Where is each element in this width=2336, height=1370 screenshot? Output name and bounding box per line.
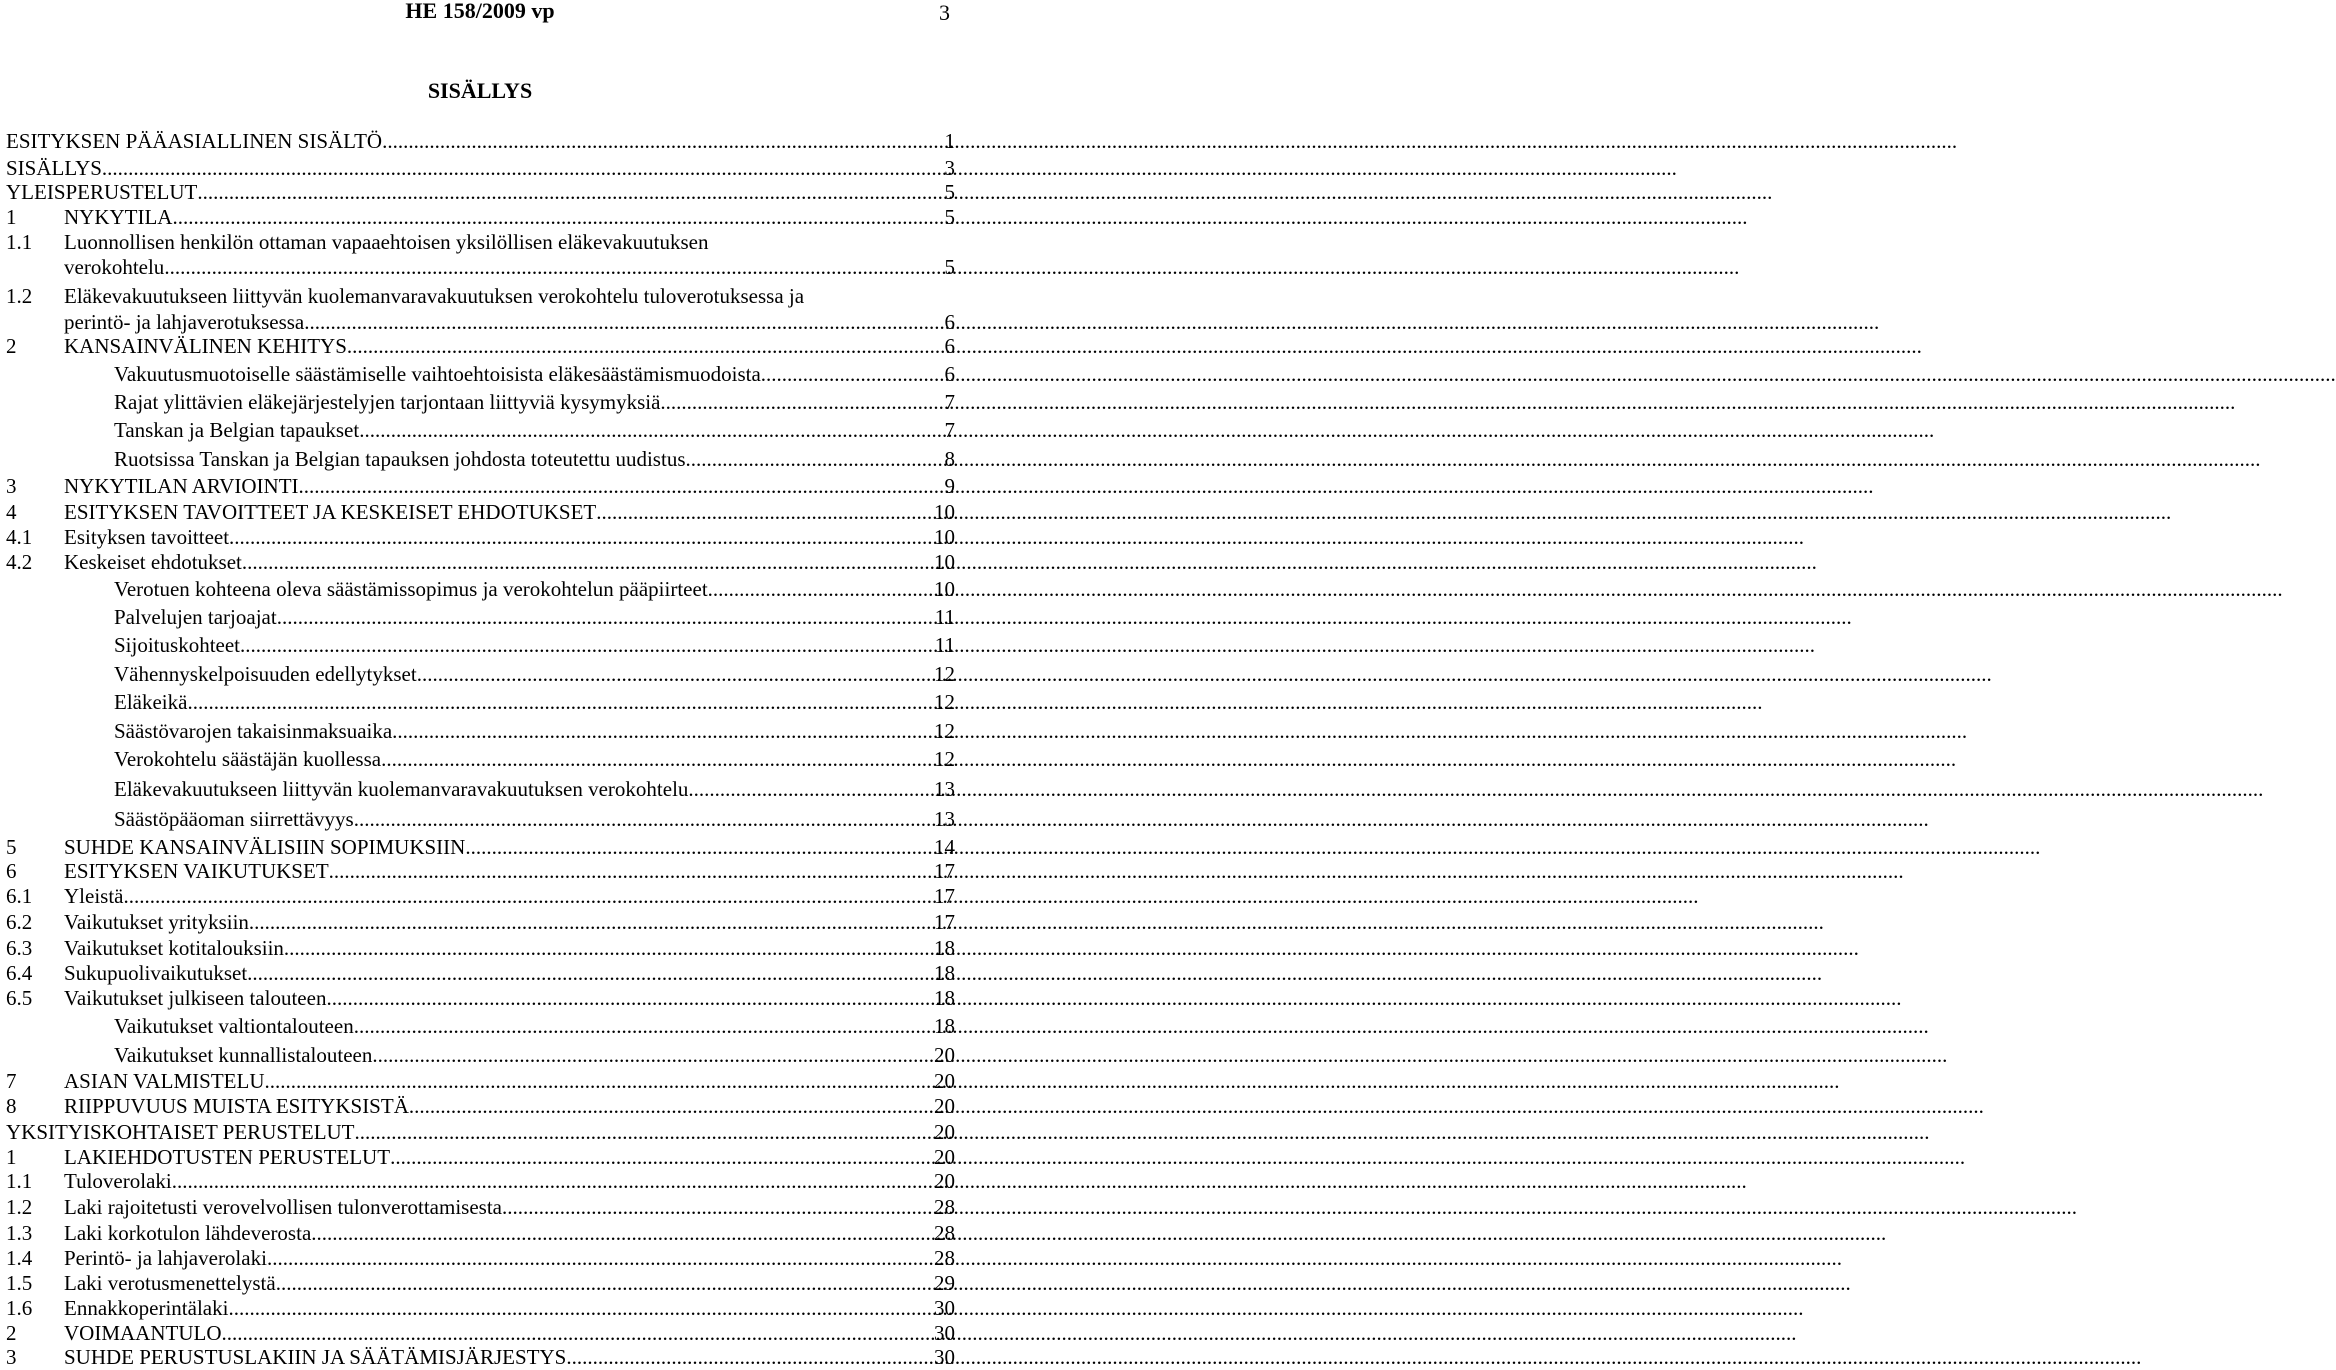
toc-entry[interactable] <box>6 1220 955 1246</box>
toc-leader-dots <box>197 179 943 205</box>
toc-entry-number: 6.4 <box>6 961 33 985</box>
toc-entry[interactable] <box>114 1013 955 1039</box>
toc-entry-page: 12 <box>934 690 955 714</box>
toc-entry-title: ESITYKSEN PÄÄASIALLINEN SISÄLTÖ <box>6 129 383 153</box>
toc-entry-number: 3 <box>6 474 17 498</box>
toc-entry-page: 9 <box>944 474 955 498</box>
toc-entry-page: 28 <box>934 1195 955 1219</box>
toc-leader-dots <box>392 718 933 744</box>
toc-entry-title: Eläkeikä <box>114 690 188 714</box>
toc-entry[interactable] <box>64 309 955 335</box>
toc-leader-dots <box>264 1068 933 1094</box>
toc-entry-number: 4 <box>6 500 17 524</box>
toc-leader-dots <box>417 661 933 687</box>
toc-entry[interactable] <box>6 834 955 860</box>
toc-leader-dots <box>359 417 943 443</box>
toc-entry-title: Sijoituskohteet <box>114 633 240 657</box>
toc-entry-page: 20 <box>934 1094 955 1118</box>
toc-entry-title: Rajat ylittävien eläkejärjestelyjen tarjontaan liittyviä kysymyksiä <box>114 390 661 414</box>
toc-entry[interactable] <box>6 858 955 884</box>
toc-entry-page: 29 <box>934 1271 955 1295</box>
toc-entry[interactable] <box>114 389 955 415</box>
toc-entry-page: 17 <box>934 884 955 908</box>
toc-entry[interactable] <box>64 254 955 280</box>
toc-entry-title: YKSITYISKOHTAISET PERUSTELUT <box>6 1120 355 1144</box>
toc-leader-dots <box>372 1042 933 1068</box>
toc-leader-dots <box>240 632 934 658</box>
toc-leader-dots <box>229 524 933 550</box>
document-title: HE 158/2009 vp <box>405 0 555 23</box>
toc-entry-title: Verokohtelu säästäjän kuollessa <box>114 747 382 771</box>
toc-leader-dots <box>465 834 933 860</box>
toc-entry-page: 20 <box>934 1069 955 1093</box>
toc-entry-page: 30 <box>934 1345 955 1369</box>
toc-leader-dots <box>267 1245 933 1271</box>
toc-leader-dots <box>299 473 944 499</box>
toc-entry-title: YLEISPERUSTELUT <box>6 180 198 204</box>
toc-entry-title: Palvelujen tarjoajat <box>114 605 277 629</box>
toc-entry[interactable] <box>6 960 955 986</box>
toc-entry-page: 3 <box>944 156 955 180</box>
toc-entry-page: 7 <box>944 390 955 414</box>
toc-entry-title: NYKYTILA <box>64 205 173 229</box>
toc-entry-title: Perintö- ja lahjaverolaki <box>64 1246 267 1270</box>
toc-entry[interactable] <box>6 883 955 909</box>
toc-leader-dots <box>249 909 933 935</box>
toc-leader-dots <box>660 389 943 415</box>
toc-entry[interactable] <box>6 1194 955 1220</box>
toc-leader-dots <box>381 746 933 772</box>
toc-entry[interactable] <box>6 1320 955 1346</box>
toc-entry[interactable] <box>6 985 955 1011</box>
toc-entry-title: Vähennyskelpoisuuden edellytykset <box>114 662 417 686</box>
toc-leader-dots <box>329 858 933 884</box>
toc-leader-dots <box>326 985 933 1011</box>
toc-entry-title: Yleistä <box>64 884 124 908</box>
toc-entry-page: 28 <box>934 1246 955 1270</box>
toc-leader-dots <box>566 1344 933 1370</box>
toc-entry[interactable] <box>6 1168 955 1194</box>
toc-entry-number: 4.1 <box>6 525 33 549</box>
toc-entry-number: 1 <box>6 205 17 229</box>
toc-entry-title: Tuloverolaki <box>64 1169 172 1193</box>
toc-entry-number: 6.3 <box>6 936 33 960</box>
toc-entry-title: SUHDE PERUSTUSLAKIIN JA SÄÄTÄMISJÄRJESTYS <box>64 1345 567 1369</box>
toc-entry-title: Säästöpääoman siirrettävyys <box>114 807 354 831</box>
toc-entry-number: 1.2 <box>6 284 33 308</box>
toc-entry-number: 1.5 <box>6 1271 33 1295</box>
toc-entry-title: Keskeiset ehdotukset <box>64 550 242 574</box>
toc-leader-dots <box>354 1013 933 1039</box>
toc-entry[interactable] <box>6 909 955 935</box>
toc-entry-number: 1.1 <box>6 1169 33 1193</box>
toc-leader-dots <box>277 604 934 630</box>
toc-entry-number: 6.2 <box>6 910 33 934</box>
toc-entry-number: 1.1 <box>6 230 33 254</box>
toc-entry-page: 20 <box>934 1145 955 1169</box>
toc-entry-title: Sukupuolivaikutukset <box>64 961 248 985</box>
toc-entry-page: 20 <box>934 1169 955 1193</box>
toc-leader-dots <box>172 1168 933 1194</box>
toc-entry-page: 13 <box>934 807 955 831</box>
toc-entry-page: 18 <box>934 936 955 960</box>
toc-entry-title: ESITYKSEN VAIKUTUKSET <box>64 859 329 883</box>
toc-entry[interactable] <box>6 549 955 575</box>
toc-leader-dots <box>686 446 944 472</box>
toc-leader-dots <box>409 1093 933 1119</box>
toc-entry[interactable] <box>6 935 955 961</box>
toc-entry-page: 5 <box>944 255 955 279</box>
toc-leader-dots <box>354 806 933 832</box>
toc-entry-page: 20 <box>934 1120 955 1144</box>
toc-entry[interactable] <box>6 204 955 230</box>
toc-entry-page: 18 <box>934 1014 955 1038</box>
toc-entry-title: Laki rajoitetusti verovelvollisen tulonverottamisesta <box>64 1195 502 1219</box>
toc-entry-title: Luonnollisen henkilön ottaman vapaaehtoisen yksilöllisen eläkevakuutuksen <box>64 230 709 254</box>
toc-leader-dots <box>247 960 933 986</box>
toc-entry-number: 3 <box>6 1345 17 1369</box>
toc-entry-page: 1 <box>944 129 955 153</box>
toc-leader-dots <box>172 204 943 230</box>
toc-entry-title: Vakuutusmuotoiselle säästämiselle vaihtoehtoisista eläkesäästämismuodoista <box>114 362 761 386</box>
toc-entry-title: Vaikutukset yrityksiin <box>64 910 249 934</box>
toc-entry[interactable] <box>114 632 955 658</box>
toc-entry-page: 28 <box>934 1221 955 1245</box>
toc-entry-number: 1.6 <box>6 1296 33 1320</box>
toc-entry-page: 30 <box>934 1296 955 1320</box>
toc-leader-dots <box>284 935 933 961</box>
toc-entry-title: Vaikutukset kunnallistalouteen <box>114 1043 373 1067</box>
toc-leader-dots <box>688 776 933 802</box>
toc-entry-number: 7 <box>6 1069 17 1093</box>
toc-entry[interactable] <box>114 446 955 472</box>
toc-entry-page: 6 <box>944 362 955 386</box>
toc-entry-page: 17 <box>934 859 955 883</box>
toc-leader-dots <box>502 1194 933 1220</box>
toc-entry[interactable] <box>114 746 955 772</box>
toc-entry-number: 2 <box>6 1321 17 1345</box>
toc-entry-title: VOIMAANTULO <box>64 1321 222 1345</box>
toc-leader-dots <box>382 128 943 154</box>
toc-entry[interactable] <box>114 661 955 687</box>
toc-leader-dots <box>708 576 933 602</box>
toc-entry-page: 18 <box>934 961 955 985</box>
toc-entry-title: verokohtelu <box>64 255 165 279</box>
toc-entry[interactable] <box>6 1093 955 1119</box>
toc-entry-page: 6 <box>944 310 955 334</box>
toc-entry-title: Vaikutukset valtiontalouteen <box>114 1014 354 1038</box>
toc-entry[interactable] <box>6 229 955 255</box>
toc-entry[interactable] <box>6 524 955 550</box>
toc-entry[interactable] <box>114 689 955 715</box>
toc-entry-number: 2 <box>6 334 17 358</box>
toc-entry[interactable] <box>114 417 955 443</box>
toc-entry-page: 6 <box>944 334 955 358</box>
toc-entry-title: Vaikutukset kotitalouksiin <box>64 936 284 960</box>
toc-entry-title: ESITYKSEN TAVOITTEET JA KESKEISET EHDOTUKSET <box>64 500 597 524</box>
toc-entry-page: 10 <box>934 550 955 574</box>
toc-entry-page: 11 <box>934 633 955 657</box>
toc-entry-title: Eläkevakuutukseen liittyvän kuolemanvaravakuutuksen verokohtelu tuloverotuksessa ja <box>64 284 805 308</box>
toc-entry-page: 10 <box>934 577 955 601</box>
toc-entry[interactable] <box>114 718 955 744</box>
toc-entry-page: 18 <box>934 986 955 1010</box>
toc-heading: SISÄLLYS <box>427 78 533 103</box>
toc-entry-title: NYKYTILAN ARVIOINTI <box>64 474 299 498</box>
toc-entry-title: Vaikutukset julkiseen talouteen <box>64 986 327 1010</box>
toc-entry-page: 12 <box>934 719 955 743</box>
toc-leader-dots <box>390 1144 933 1170</box>
toc-leader-dots <box>276 1270 933 1296</box>
toc-entry[interactable] <box>6 473 955 499</box>
toc-entry[interactable] <box>6 1344 955 1370</box>
toc-entry-number: 6.5 <box>6 986 33 1010</box>
toc-entry-title: KANSAINVÄLINEN KEHITYS <box>64 334 347 358</box>
toc-entry-title: RIIPPUVUUS MUISTA ESITYKSISTÄ <box>64 1094 409 1118</box>
toc-entry-title: Verotuen kohteena oleva säästämissopimus ja verokohtelun pääpiirteet <box>114 577 708 601</box>
toc-entry-page: 8 <box>944 447 955 471</box>
toc-entry[interactable] <box>6 155 955 181</box>
toc-entry[interactable] <box>6 1295 955 1321</box>
toc-entry-number: 1.3 <box>6 1221 33 1245</box>
toc-entry[interactable] <box>114 576 955 602</box>
toc-entry-title: Ruotsissa Tanskan ja Belgian tapauksen johdosta toteutettu uudistus <box>114 447 686 471</box>
toc-entry-page: 30 <box>934 1321 955 1345</box>
toc-entry-page: 13 <box>934 777 955 801</box>
toc-leader-dots <box>242 549 933 575</box>
toc-entry[interactable] <box>6 1119 955 1145</box>
toc-entry[interactable] <box>114 776 955 802</box>
toc-entry-page: 5 <box>944 180 955 204</box>
toc-leader-dots <box>187 689 933 715</box>
toc-entry-title: ASIAN VALMISTELU <box>64 1069 265 1093</box>
toc-entry-title: Esityksen tavoitteet <box>64 525 230 549</box>
toc-entry[interactable] <box>114 361 955 387</box>
page-number: 3 <box>939 0 950 25</box>
toc-entry[interactable] <box>6 1245 955 1271</box>
toc-entry[interactable] <box>6 128 955 154</box>
toc-entry-number: 1 <box>6 1145 17 1169</box>
toc-entry-page: 12 <box>934 662 955 686</box>
toc-entry-title: Laki korkotulon lähdeverosta <box>64 1221 312 1245</box>
toc-entry[interactable] <box>6 499 955 525</box>
toc-entry-title: SUHDE KANSAINVÄLISIIN SOPIMUKSIIN <box>64 835 466 859</box>
toc-entry-page: 12 <box>934 747 955 771</box>
toc-leader-dots <box>347 333 944 359</box>
toc-entry[interactable] <box>6 1144 955 1170</box>
toc-entry-title: Tanskan ja Belgian tapaukset <box>114 418 360 442</box>
toc-leader-dots <box>102 155 944 181</box>
toc-entry-page: 5 <box>944 205 955 229</box>
table-of-contents <box>0 0 960 1370</box>
toc-leader-dots <box>304 309 943 335</box>
toc-entry-page: 10 <box>934 500 955 524</box>
toc-entry-page: 20 <box>934 1043 955 1067</box>
toc-entry-title: Ennakkoperintälaki <box>64 1296 229 1320</box>
toc-entry-title: Laki verotusmenettelystä <box>64 1271 276 1295</box>
toc-entry-page: 11 <box>934 605 955 629</box>
toc-entry[interactable] <box>6 1068 955 1094</box>
toc-entry-number: 6 <box>6 859 17 883</box>
toc-entry[interactable] <box>6 333 955 359</box>
toc-entry-number: 4.2 <box>6 550 33 574</box>
toc-entry[interactable] <box>6 179 955 205</box>
toc-leader-dots <box>221 1320 933 1346</box>
toc-entry-number: 8 <box>6 1094 17 1118</box>
toc-leader-dots <box>123 883 933 909</box>
toc-entry-title: LAKIEHDOTUSTEN PERUSTELUT <box>64 1145 391 1169</box>
toc-entry[interactable] <box>6 283 955 309</box>
toc-leader-dots <box>311 1220 933 1246</box>
toc-leader-dots <box>761 361 944 387</box>
toc-entry-title: Eläkevakuutukseen liittyvän kuolemanvaravakuutuksen verokohtelu <box>114 777 689 801</box>
toc-entry[interactable] <box>6 1270 955 1296</box>
toc-leader-dots <box>228 1295 933 1321</box>
toc-entry-title: perintö- ja lahjaverotuksessa <box>64 310 305 334</box>
toc-entry-page: 7 <box>944 418 955 442</box>
toc-entry-title: SISÄLLYS <box>6 156 102 180</box>
toc-leader-dots <box>164 254 943 280</box>
toc-entry[interactable] <box>114 806 955 832</box>
toc-entry-page: 17 <box>934 910 955 934</box>
toc-entry-number: 5 <box>6 835 17 859</box>
toc-entry-title: Säästövarojen takaisinmaksuaika <box>114 719 393 743</box>
toc-entry-page: 14 <box>934 835 955 859</box>
toc-entry-number: 1.4 <box>6 1246 33 1270</box>
toc-entry[interactable] <box>114 1042 955 1068</box>
toc-entry-number: 1.2 <box>6 1195 33 1219</box>
toc-entry[interactable] <box>114 604 955 630</box>
toc-entry-number: 6.1 <box>6 884 33 908</box>
toc-leader-dots <box>596 499 933 525</box>
toc-entry-page: 10 <box>934 525 955 549</box>
toc-leader-dots <box>355 1119 933 1145</box>
